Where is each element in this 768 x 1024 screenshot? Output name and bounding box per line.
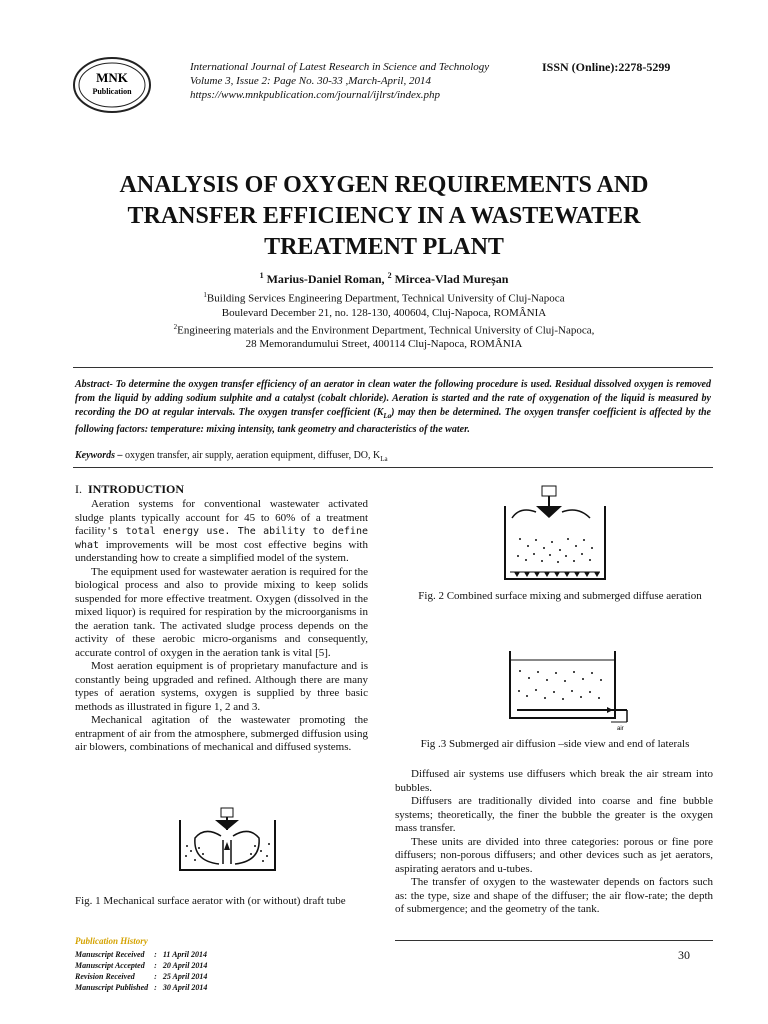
keywords-text: oxygen transfer, air supply, aeration equipment, diffuser, DO, K — [122, 450, 381, 461]
row-sep: : — [154, 961, 157, 970]
authors — [60, 271, 708, 287]
title-line-1: ANALYSIS OF OXYGEN REQUIREMENTS AND — [119, 172, 649, 198]
journal-url[interactable]: https://www.mnkpublication.com/journal/ijlrst/index.php — [190, 89, 441, 101]
footer-rule — [395, 940, 713, 941]
title-line-2: TRANSFER EFFICIENCY IN A WASTEWATER — [127, 203, 641, 229]
abstract-subscript: La — [383, 412, 392, 420]
figure-3-air-label: air — [617, 726, 624, 731]
keywords-subscript: La — [380, 455, 388, 463]
author-1-sup: 1 — [259, 271, 264, 280]
row-label: Manuscript Accepted — [75, 961, 145, 970]
row-label: Manuscript Received — [75, 950, 145, 959]
right-p2: Diffusers are traditionally divided into coarse and fine bubble systems; theoretically, the finer the bubble the greater is the oxygen mass transfer. — [395, 795, 713, 834]
author-2: Mircea-Vlad Mureșan — [394, 272, 509, 286]
table-row — [75, 960, 213, 971]
right-p3: These units are divided into three categories: porous or fine pore diffusers; non-porous diffusers; and other devices such as jet aerators, aspirating aerators and u-tubes. — [395, 835, 713, 875]
right-p4: The transfer of oxygen to the wastewater depends on factors such as: the type, size and shape of the diffuser; the air flow-rate; the depth of submergence; and the geometry of the tank. — [395, 876, 713, 915]
abstract-text-2: ) may then be determined. The oxygen transfer coefficient is affected by the following factors: temperature: mixing intensity, tank geometry and characteristics of the water. — [75, 407, 711, 435]
figure-3-caption: Fig .3 Submerged air diffusion –side view and end of laterals — [420, 738, 690, 750]
table-row — [75, 949, 213, 960]
mnk-publication-logo — [72, 56, 152, 114]
affiliation-2-line-1: Engineering materials and the Environment Department, Technical University of Cluj-Napoca, — [177, 324, 595, 337]
publication-history — [75, 936, 213, 993]
abstract-bottom-rule — [73, 467, 713, 468]
right-p1: Diffused air systems use diffusers which break the air stream into bubbles. — [395, 768, 713, 794]
abstract-top-rule — [73, 367, 713, 368]
affiliations — [60, 288, 708, 351]
figure-1-caption: Fig. 1 Mechanical surface aerator with (or without) draft tube — [75, 895, 346, 907]
row-sep: : — [154, 972, 157, 981]
intro-p1-b: improvements will be most cost effective begins with understanding how to create a simplified model of the system. — [75, 538, 368, 564]
row-sep: : — [154, 983, 157, 992]
figure-3-diagram — [505, 646, 645, 731]
abstract-text-1: To determine the oxygen transfer efficiency of an aerator in clean water the following procedure is used. Residual dissolved oxygen is removed from the liquid by adding sodium sulphite and a catalyst (cobalt chloride). Aeration is started and the rate of oxygenation of the liquid is measured by recording the DO at regular intervals. The oxygen transfer coefficient (K — [75, 379, 711, 418]
row-sep: : — [154, 950, 157, 959]
journal-header — [190, 60, 520, 102]
publication-history-table — [75, 949, 213, 993]
affiliation-2-line-2: 28 Memorandumului Street, 400114 Cluj-Napoca, ROMÂNIA — [245, 338, 523, 351]
affiliation-2-sup: 2 — [173, 322, 178, 331]
journal-volume: Volume 3, Issue 2: Page No. 30-33 ,March-April, 2014 — [190, 75, 431, 87]
author-2-sup: 2 — [387, 271, 392, 280]
row-date: 20 April 2014 — [162, 961, 208, 970]
row-date: 25 April 2014 — [162, 972, 208, 981]
affiliation-1-line-1: Building Services Engineering Department, Technical University of Cluj-Napoca — [206, 292, 565, 305]
table-row — [75, 971, 213, 982]
row-date: 11 April 2014 — [162, 950, 207, 959]
section-heading — [75, 482, 184, 497]
section-title: INTRODUCTION — [88, 482, 185, 496]
affiliation-1-sup: 1 — [203, 291, 207, 299]
left-column — [75, 498, 368, 755]
author-1: Marius-Daniel Roman, — [266, 272, 385, 286]
row-label: Revision Received — [75, 972, 135, 981]
table-row — [75, 982, 213, 993]
row-date: 30 April 2014 — [162, 983, 208, 992]
paper-title — [60, 170, 708, 263]
abstract-label: Abstract- — [75, 379, 113, 390]
keywords-label: Keywords – — [75, 450, 123, 461]
intro-p4: Mechanical agitation of the wastewater promoting the entrapment of air from the atmosphere, submerged diffusion using air blowers, combinations of mechanical and diffused systems. — [75, 714, 368, 753]
right-column — [395, 768, 713, 917]
figure-2-diagram — [500, 484, 610, 584]
publication-history-heading: Publication History — [75, 936, 148, 946]
figure-1-diagram — [175, 806, 280, 876]
logo-text-mnk: MNK — [96, 70, 128, 85]
intro-p3: Most aeration equipment is of proprietary manufacture and is constantly being upgraded and refined. Although there are many types of aeration systems, oxygen is supplied by three basic methods as illustrated in figure 1, 2 and 3. — [75, 660, 368, 713]
journal-name: International Journal of Latest Research in Science and Technology — [190, 61, 490, 73]
keywords — [75, 450, 711, 463]
intro-p1-a: Aeration systems for conventional wastewater activated sludge plants typically account for 45 to 60% of a treatment facility — [75, 498, 368, 537]
affiliation-1-line-2: Boulevard December 21, no. 128-130, 400604, Cluj-Napoca, ROMÂNIA — [221, 306, 547, 319]
paragraph — [75, 498, 368, 566]
intro-p1-mono: 's total energy use. The ability to define what — [75, 526, 368, 551]
intro-p2: The equipment used for wastewater aeration is required for the biological process and also to provide mixing to keep solids suspended for more effective treatment. Oxygen (dissolved in the mixed liquor) is required for respiration by the microorganisms in the aeration tank. The activated sludge process depends on the activity of these aerobic micro-organisms and consequently, accurate control of oxygen in the aeration tank is vital [5]. — [75, 565, 368, 659]
logo-text-publication: Publication — [92, 87, 132, 96]
section-number: I. — [75, 482, 82, 496]
abstract — [75, 378, 711, 437]
page-number: 30 — [678, 948, 690, 962]
row-label: Manuscript Published — [75, 983, 149, 992]
title-line-3: TREATMENT PLANT — [264, 234, 504, 260]
figure-2-caption: Fig. 2 Combined surface mixing and submerged diffuse aeration — [418, 590, 702, 602]
issn: ISSN (Online):2278-5299 — [542, 60, 671, 74]
